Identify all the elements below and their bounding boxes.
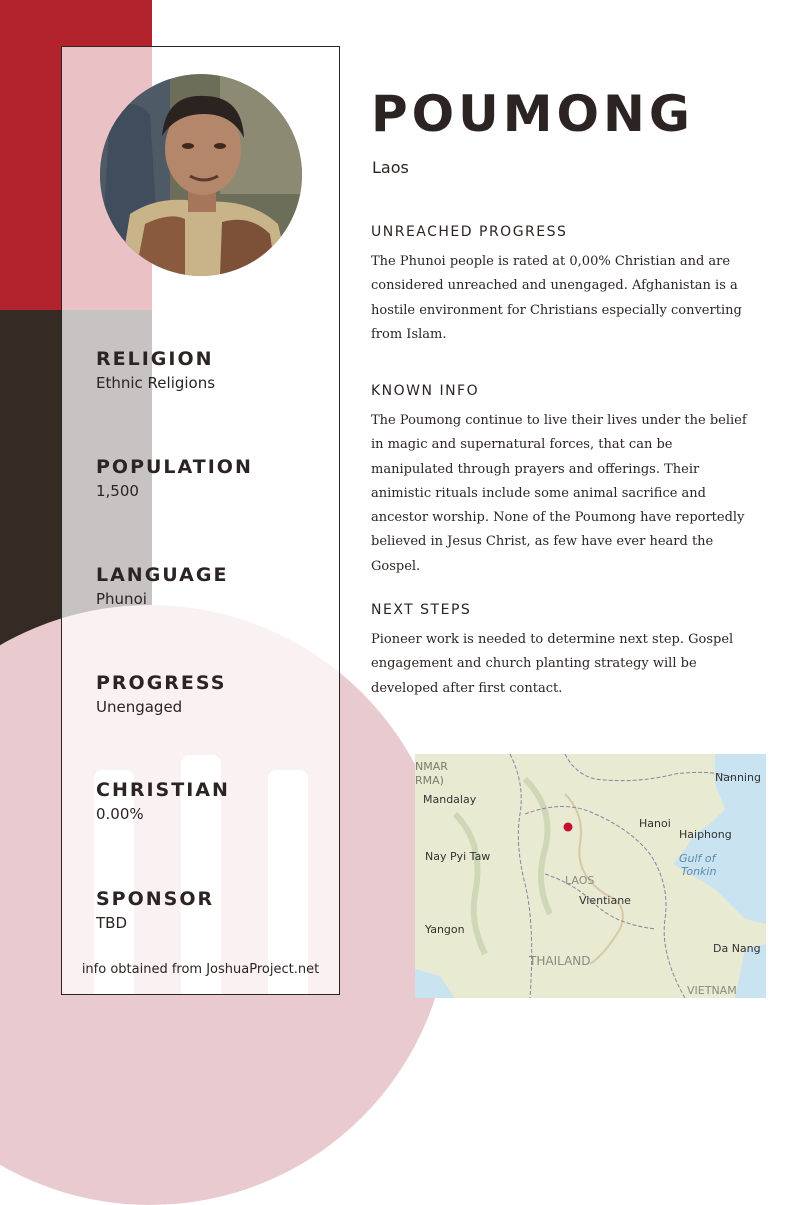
stat-label: SPONSOR	[96, 888, 215, 910]
page-title: POUMONG	[371, 85, 694, 143]
stat-value: 0.00%	[96, 805, 144, 823]
profile-photo	[100, 74, 302, 276]
stat-sponsor	[96, 887, 336, 933]
stat-label: LANGUAGE	[96, 564, 229, 586]
stat-population	[96, 455, 336, 501]
stat-christian	[96, 778, 336, 824]
map-label: Gulf of	[679, 852, 716, 865]
stat-value: Ethnic Religions	[96, 374, 216, 392]
section-next-steps	[371, 600, 751, 701]
stat-progress	[96, 671, 336, 717]
section-known-info	[371, 381, 751, 579]
section-body: The Phunoi people is rated at 0,00% Christian and are considered unreached and unengaged. Afghanistan is a hostile environment for Christians especially converting from Islam.	[371, 254, 742, 342]
country-subtitle: Laos	[372, 158, 409, 177]
source-credit: info obtained from JoshuaProject.net	[81, 962, 320, 977]
stat-label: POPULATION	[96, 456, 253, 478]
map-label: Hanoi	[639, 817, 671, 830]
map-label: Haiphong	[679, 828, 732, 841]
map-label: LAOS	[565, 874, 595, 887]
map-label: RMA)	[415, 774, 444, 787]
section-heading: NEXT STEPS	[371, 602, 472, 618]
stat-value: 1,500	[96, 482, 139, 500]
section-body: The Poumong continue to live their lives under the belief in magic and supernatural forces, that can be manipulated through prayers and offerings. Their animistic rituals include some animal sacrifice and ancestor worship. None of the Poumong have reportedly believed in Jesus Christ, as few have ever heard the Gospel.	[371, 413, 747, 574]
stat-label: PROGRESS	[96, 672, 227, 694]
stat-religion	[96, 347, 336, 393]
map-label: Vientiane	[579, 894, 631, 907]
map-label: Tonkin	[681, 865, 717, 878]
stat-language	[96, 563, 336, 609]
section-body: Pioneer work is needed to determine next step. Gospel engagement and church planting strategy will be developed after first contact.	[371, 632, 734, 696]
map-label: Da Nang	[713, 942, 761, 955]
section-unreached-progress	[371, 222, 751, 347]
stat-value: Phunoi	[96, 590, 147, 608]
section-heading: KNOWN INFO	[371, 383, 480, 399]
location-marker	[564, 823, 573, 832]
location-map	[415, 754, 766, 998]
map-label: VIETNAM	[687, 984, 737, 997]
stat-label: CHRISTIAN	[96, 779, 230, 801]
map-label: Yangon	[425, 923, 465, 936]
map-label: THAILAND	[529, 954, 591, 968]
map-label: NMAR	[415, 760, 448, 773]
stat-value: TBD	[96, 914, 128, 932]
map-label: Nanning	[715, 771, 761, 784]
section-heading: UNREACHED PROGRESS	[371, 224, 568, 240]
stat-value: Unengaged	[96, 698, 183, 716]
profile-card	[61, 46, 340, 995]
stat-label: RELIGION	[96, 348, 214, 370]
map-label: Nay Pyi Taw	[425, 850, 491, 863]
map-label: Mandalay	[423, 793, 477, 806]
